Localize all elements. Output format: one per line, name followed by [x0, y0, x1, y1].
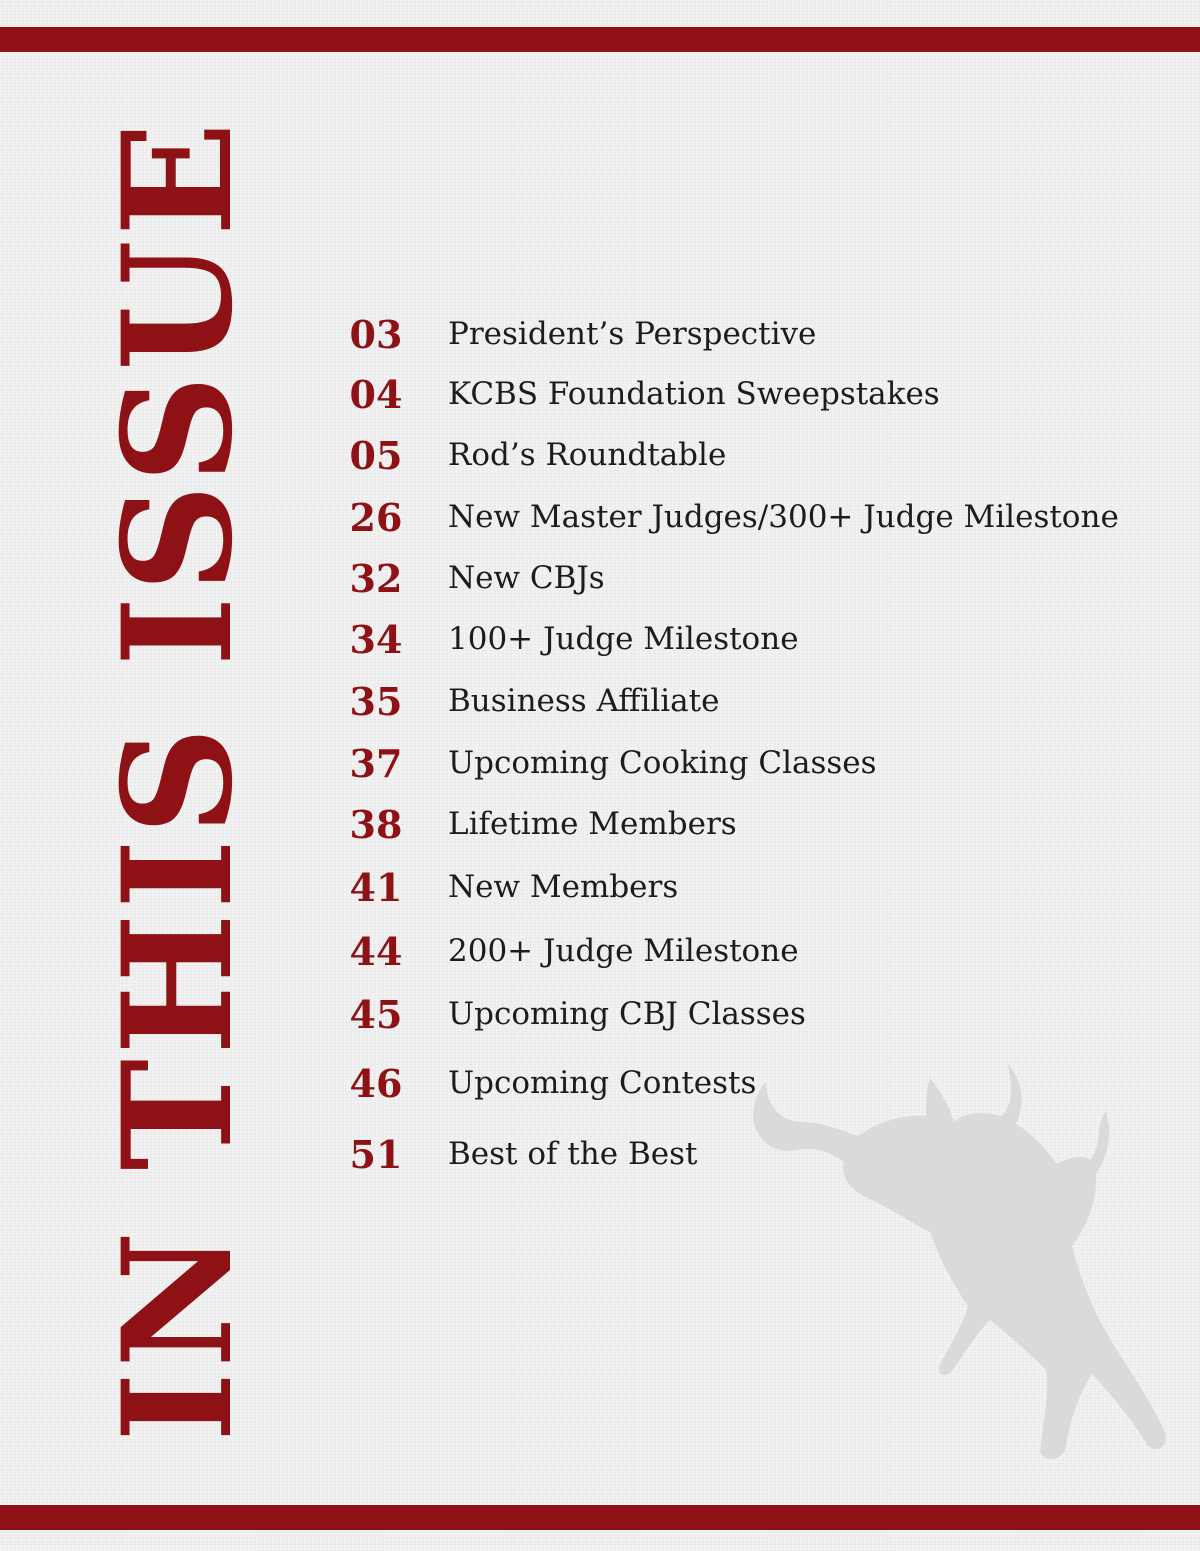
toc-page-number: 26	[349, 494, 403, 540]
toc-entry[interactable]	[340, 609, 799, 669]
toc-page-number: 44	[349, 928, 403, 974]
toc-entry[interactable]	[340, 733, 877, 793]
toc-entry-title: 200+ Judge Milestone	[448, 933, 799, 969]
toc-entry-title: New CBJs	[448, 560, 605, 596]
bottom-accent-bar	[0, 1505, 1200, 1530]
bull-silhouette-icon	[740, 1050, 1180, 1490]
toc-page-number: 03	[349, 311, 403, 357]
toc-entry-title: New Members	[448, 869, 679, 905]
toc-entry[interactable]	[340, 1124, 697, 1184]
toc-page-number: 38	[349, 801, 403, 847]
page-title: IN THIS ISSUE	[90, 117, 266, 1443]
toc-entry-title: Best of the Best	[448, 1136, 698, 1172]
toc-page-number: 04	[349, 371, 403, 417]
toc-entry-title: Lifetime Members	[448, 806, 737, 842]
toc-entry[interactable]	[340, 364, 940, 424]
toc-entry[interactable]	[340, 671, 719, 731]
toc-entry-title: President’s Perspective	[448, 316, 817, 352]
toc-entry[interactable]	[340, 857, 678, 917]
toc-entry[interactable]	[340, 487, 1119, 547]
toc-entry[interactable]	[340, 794, 737, 854]
toc-page-number: 41	[349, 864, 403, 910]
top-accent-bar	[0, 27, 1200, 52]
toc-entry-title: KCBS Foundation Sweepstakes	[448, 376, 940, 412]
toc-entry-title: Upcoming CBJ Classes	[448, 996, 806, 1032]
bull-body-shape	[753, 1064, 1166, 1459]
toc-page-number: 37	[349, 740, 403, 786]
toc-page-number: 05	[349, 432, 403, 478]
toc-entry-title: Rod’s Roundtable	[448, 437, 727, 473]
toc-page-number: 34	[349, 616, 403, 662]
toc-entry[interactable]	[340, 1053, 756, 1113]
toc-entry[interactable]	[340, 425, 726, 485]
toc-entry[interactable]	[340, 548, 605, 608]
toc-entry-title: New Master Judges/300+ Judge Milestone	[448, 499, 1119, 535]
toc-page-number: 46	[349, 1060, 403, 1106]
toc-page-number: 45	[349, 991, 403, 1037]
toc-page-number: 51	[349, 1131, 403, 1177]
toc-entry-title: Upcoming Cooking Classes	[448, 745, 877, 781]
toc-entry[interactable]	[340, 984, 806, 1044]
toc-entry-title: Upcoming Contests	[448, 1065, 757, 1101]
toc-entry-title: Business Affiliate	[448, 683, 720, 719]
toc-entry[interactable]	[340, 921, 799, 981]
toc-page-number: 35	[349, 678, 403, 724]
toc-entry[interactable]	[340, 304, 816, 364]
toc-entry-title: 100+ Judge Milestone	[448, 621, 799, 657]
toc-page-number: 32	[349, 555, 403, 601]
